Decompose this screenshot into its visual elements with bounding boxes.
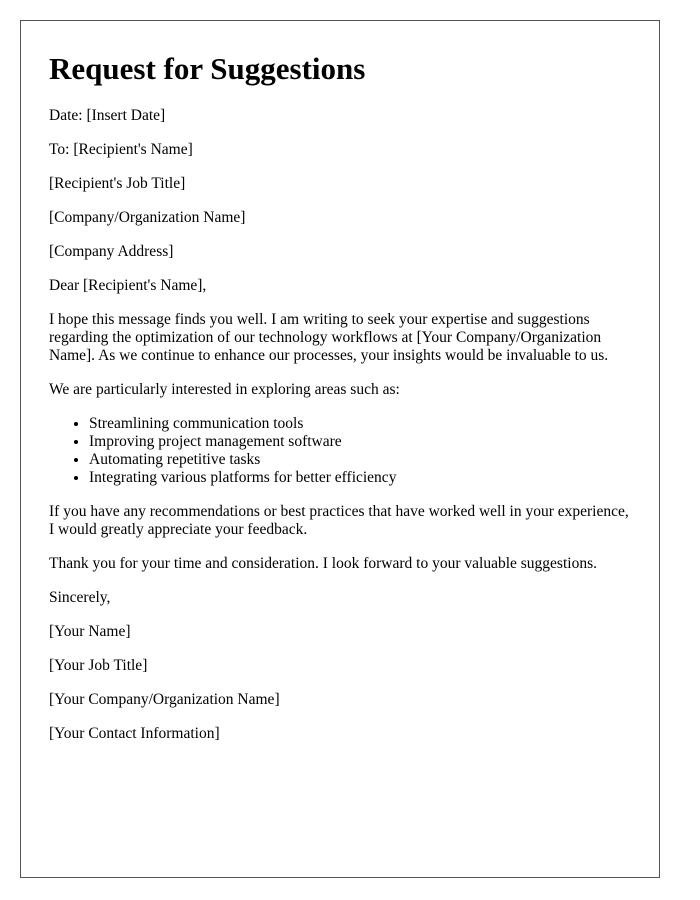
list-item: • Improving project management software bbox=[89, 433, 631, 451]
signature-job-title: [Your Job Title] bbox=[49, 657, 148, 674]
recipient-address-line: [Company Address] bbox=[49, 243, 174, 260]
salutation: Dear [Recipient's Name], bbox=[49, 277, 207, 294]
letter-page bbox=[20, 20, 660, 878]
signature-contact: [Your Contact Information] bbox=[49, 725, 220, 742]
intro-paragraph: I hope this message finds you well. I am writing to seek your expertise and suggestions regarding the optimization of our technology workflows at [Your Company/Organization Name]. As we continue to enhance our processes, your insights would be invaluable to us. bbox=[49, 311, 609, 364]
recipient-company-line: [Company/Organization Name] bbox=[49, 209, 246, 226]
signature-company: [Your Company/Organization Name] bbox=[49, 691, 280, 708]
list-item: • Streamlining communication tools bbox=[89, 415, 631, 433]
date-line: Date: [Insert Date] bbox=[49, 107, 166, 124]
list-item: • Integrating various platforms for better efficiency bbox=[89, 469, 631, 487]
recipient-job-title-line: [Recipient's Job Title] bbox=[49, 175, 186, 192]
recipient-name-line: To: [Recipient's Name] bbox=[49, 141, 193, 158]
interest-areas-list bbox=[49, 415, 631, 487]
list-intro-paragraph: We are particularly interested in exploring areas such as: bbox=[49, 381, 400, 398]
signature-name: [Your Name] bbox=[49, 623, 131, 640]
letter-title: Request for Suggestions bbox=[49, 51, 366, 86]
closing: Sincerely, bbox=[49, 589, 111, 606]
thanks-paragraph: Thank you for your time and consideration. I look forward to your valuable suggestions. bbox=[49, 555, 597, 572]
list-item: • Automating repetitive tasks bbox=[89, 451, 631, 469]
recommendations-paragraph: If you have any recommendations or best practices that have worked well in your experience, I would greatly appreciate your feedback. bbox=[49, 503, 629, 538]
